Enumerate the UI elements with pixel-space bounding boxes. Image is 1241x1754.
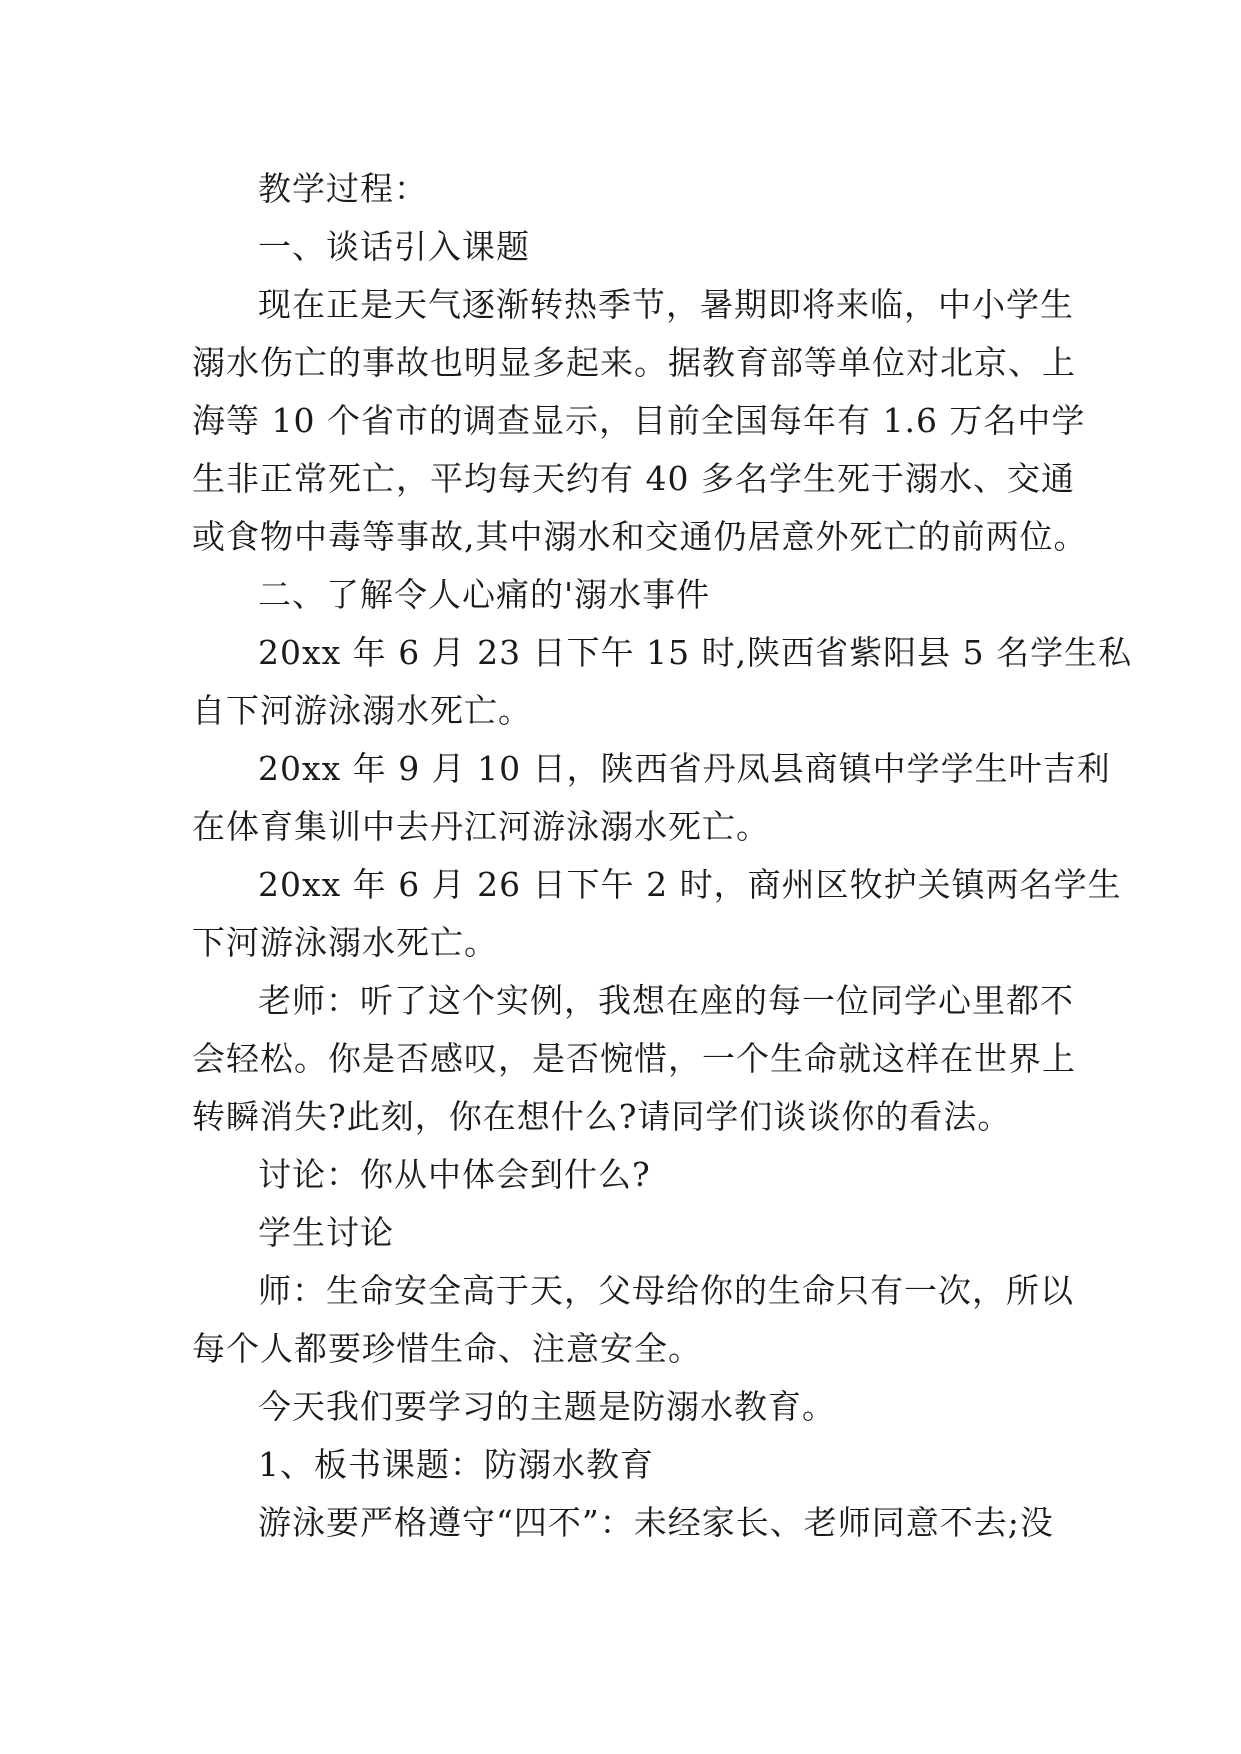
paragraph-line: 每个人都要珍惜生命、注意安全。 [192,1329,702,1368]
paragraph-line: 溺水伤亡的事故也明显多起来。据教育部等单位对北京、上 [192,343,1076,382]
paragraph-line: 海等 10 个省市的调查显示，目前全国每年有 1.6 万名中学 [192,401,1086,440]
paragraph-line: 讨论：你从中体会到什么? [258,1155,651,1194]
paragraph-line: 自下河游泳溺水死亡。 [192,691,532,730]
paragraph-line: 生非正常死亡，平均每天约有 40 多名学生死于溺水、交通 [192,459,1075,498]
paragraph-line: 游泳要严格遵守“四不”：未经家长、老师同意不去;没 [258,1503,1054,1542]
paragraph-line: 今天我们要学习的主题是防溺水教育。 [258,1387,836,1426]
paragraph-line: 学生讨论 [258,1213,394,1252]
document-body [192,160,1133,1552]
section-heading: 一、谈话引入课题 [258,227,530,266]
paragraph-line: 20xx 年 6 月 26 日下午 2 时，商州区牧护关镇两名学生 [258,865,1122,904]
paragraph-line: 转瞬消失?此刻，你在想什么?请同学们谈谈你的看法。 [192,1097,1012,1136]
paragraph-line: 20xx 年 6 月 23 日下午 15 时,陕西省紫阳县 5 名学生私 [258,633,1133,672]
section-heading: 二、了解令人心痛的'溺水事件 [258,575,711,614]
paragraph-line: 或食物中毒等事故,其中溺水和交通仍居意外死亡的前两位。 [192,517,1088,556]
paragraph-line: 老师：听了这个实例，我想在座的每一位同学心里都不 [258,981,1074,1020]
paragraph-line: 20xx 年 9 月 10 日，陕西省丹凤县商镇中学学生叶吉利 [258,749,1111,788]
paragraph-line: 1、板书课题：防溺水教育 [258,1445,654,1484]
section-heading: 教学过程： [258,169,428,208]
paragraph-line: 在体育集训中去丹江河游泳溺水死亡。 [192,807,770,846]
paragraph-line: 会轻松。你是否感叹，是否惋惜，一个生命就这样在世界上 [192,1039,1076,1078]
paragraph-line: 现在正是天气逐渐转热季节，暑期即将来临，中小学生 [258,285,1074,324]
paragraph-line: 师：生命安全高于天，父母给你的生命只有一次，所以 [258,1271,1074,1310]
paragraph-line: 下河游泳溺水死亡。 [192,923,498,962]
